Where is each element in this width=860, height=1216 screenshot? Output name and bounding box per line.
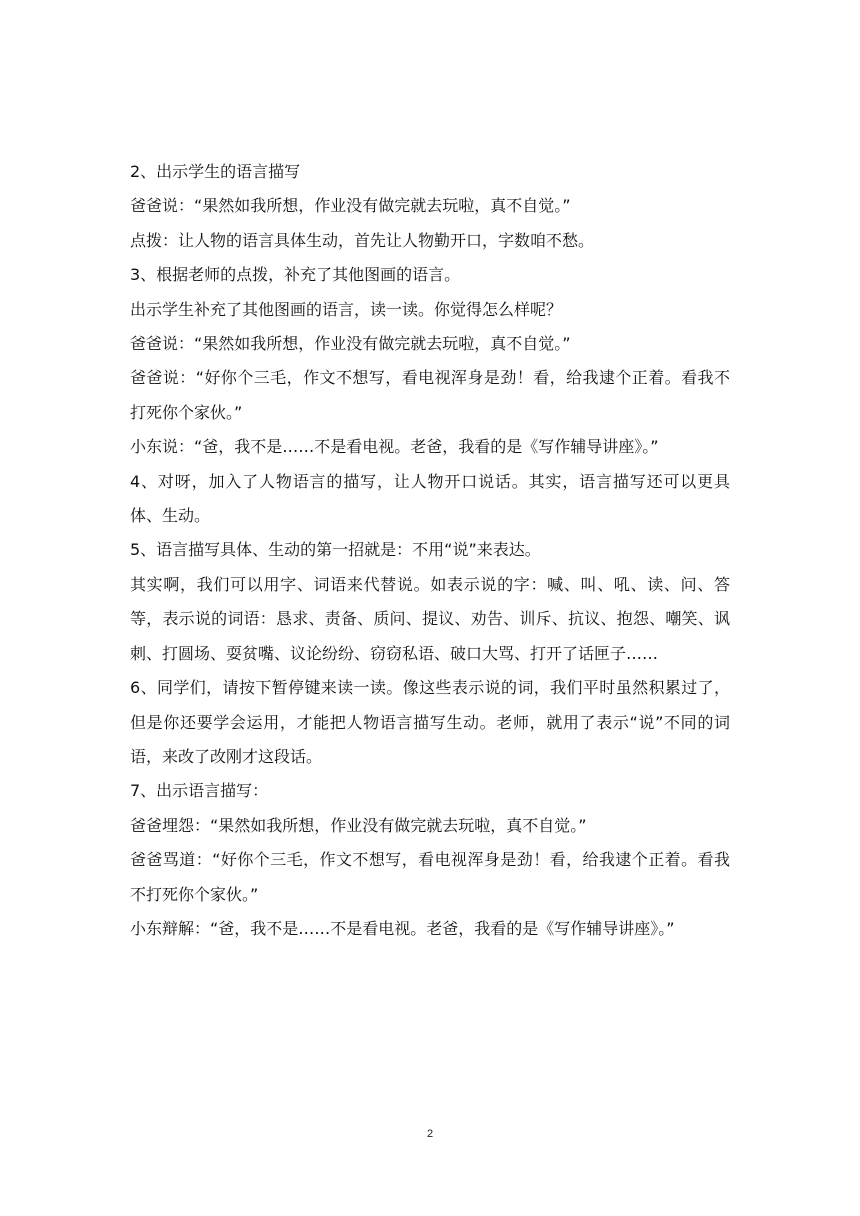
paragraph-father-scolds: 爸爸骂道：“好你个三毛，作文不想写，看电视浑身是劲！看，给我逮个正着。看我不打死你个家伙。” bbox=[130, 850, 730, 904]
paragraph-tip: 点拨：让人物的语言具体生动，首先让人物勤开口，字数咱不愁。 bbox=[130, 230, 595, 250]
paragraph-step-3: 3、根据老师的点拨，补充了其他图画的语言。 bbox=[130, 265, 461, 285]
paragraph-xiaodong-says: 小东说：“爸，我不是……不是看电视。老爸，我看的是《写作辅导讲座》。” bbox=[130, 437, 659, 457]
paragraph-father-says-2: 爸爸说：“果然如我所想，作业没有做完就去玩啦，真不自觉。” bbox=[130, 334, 571, 354]
paragraph-word-list: 其实啊，我们可以用字、词语来代替说。如表示说的字：喊、叫、吼、读、问、答等，表示说的词语：恳求、责备、质问、提议、劝告、训斥、抗议、抱怨、嘲笑、讽刺、打圆场、耍贫嘴、议论纷纷、窃窃私语、破口大骂、打开了话匣子…… bbox=[130, 574, 730, 663]
page-number: 2 bbox=[426, 1128, 434, 1140]
paragraph-father-says-1: 爸爸说：“果然如我所想，作业没有做完就去玩啦，真不自觉。” bbox=[130, 196, 571, 216]
document-body bbox=[130, 155, 730, 946]
paragraph-step-2: 2、出示学生的语言描写 bbox=[130, 162, 301, 181]
paragraph-step-7: 7、出示语言描写： bbox=[130, 781, 269, 801]
paragraph-step-6: 6、同学们，请按下暂停键来读一读。像这些表示说的词，我们平时虽然积累过了，但是你还要学会运用，才能把人物语言描写生动。老师，就用了表示“说”不同的词语，来改了改刚才这段话。 bbox=[130, 678, 730, 766]
paragraph-step-4: 4、对呀，加入了人物语言的描写，让人物开口说话。其实，语言描写还可以更具体、生动。 bbox=[130, 471, 730, 526]
paragraph-step-5: 5、语言描写具体、生动的第一招就是：不用“说”来表达。 bbox=[130, 540, 541, 560]
paragraph-show-supplement: 出示学生补充了其他图画的语言，读一读。你觉得怎么样呢？ bbox=[130, 299, 563, 319]
paragraph-father-says-3: 爸爸说：“好你个三毛，作文不想写，看电视浑身是劲！看，给我逮个正着。看我不打死你个家伙。” bbox=[130, 368, 730, 422]
paragraph-xiaodong-argues: 小东辩解：“爸，我不是……不是看电视。老爸，我看的是《写作辅导讲座》。” bbox=[130, 918, 675, 938]
paragraph-father-complains: 爸爸埋怨：“果然如我所想，作业没有做完就去玩啦，真不自觉。” bbox=[130, 815, 587, 835]
